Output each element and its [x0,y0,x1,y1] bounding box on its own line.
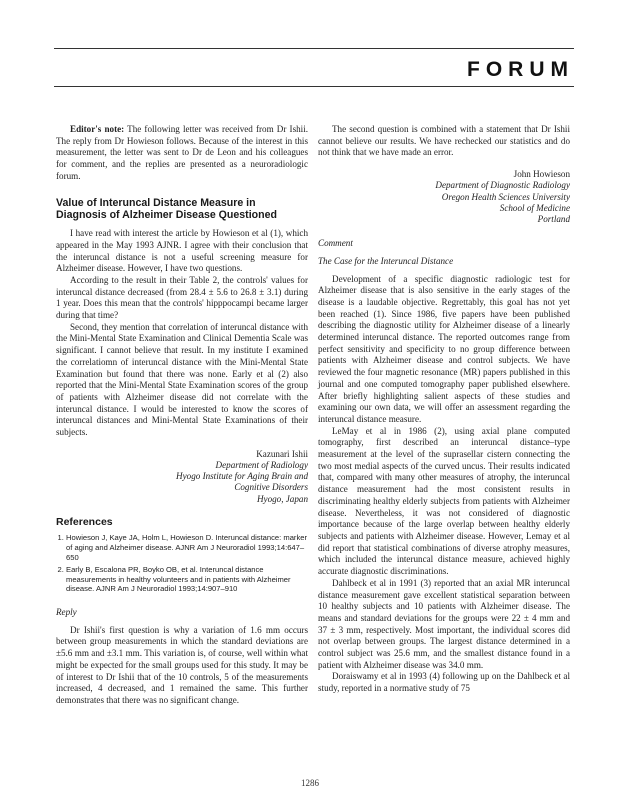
masthead-bottom-rule [54,86,574,87]
article-paragraph: Second, they mention that correlation of interuncal distance with the Mini-Mental State Examination and Clinical Dementia Scale was significant. I cannot believe that result. In my institute I examined the correlatiomn of interuncal distance with the Mini-Mental State Examination but found that there was none. Early et al (2) also reported that the Mini-Mental State Examination scores of the group of patients with Alzheimer disease did not correlate with the interuncal distance. I would be interested to know the scores of interuncal distances and Mini-Mental State Examinations of their subjects. [56,321,308,438]
right-column [318,124,570,695]
reply-paragraph: Dr Ishii's first question is why a variation of 1.6 mm occurs between group measurements in which the standard deviations are ±5.6 mm and ±3.1 mm. This variation is, of course, well within what might be expected for the small groups used for this study. It may be of interest to Dr Ishii that of the 10 controls, 5 of the measurements increased, 4 decreased, and 1 remained the same. This further demonstrates that there was no significant change. [56,624,308,705]
comment-paragraph: Doraiswamy et al in 1993 (4) following up on the Dahlbeck et al study, reported in a normative study of 75 [318,671,570,694]
comment-paragraph: Development of a specific diagnostic radiologic test for Alzheimer disease that is also sensitive in the early stages of the disease is a laudable objective. Regrettably, this goal has not yet been reached (1). Since 1986, five papers have been published describing the diagnostic utility for Alzheimer disease of a linearly determined interuncal distance. The reported outcomes range from perfect sensitivity and specificity to no group difference between patients with Alzheimer disease and control subjects. We have reviewed the four magnetic resonance (MR) papers published in this journal and one computed tomography paper published elsewhere. After briefly highlighting salient aspects of these studies and examining our own data, we will offer an assessment regarding the interuncal distance measure. [318,273,570,424]
article-title: Value of Interuncal Distance Measure in Diagnosis of Alzheimer Disease Questioned [56,196,277,222]
ishii-signature [56,449,308,505]
signature-affiliation: Hyogo, Japan [256,493,308,504]
masthead-top-rule [54,48,574,49]
article-paragraph: I have read with interest the article by Howieson et al (1), which appeared in the May 1993 AJNR. I agree with their conclusion that the interuncal distance is not a useful screening measure for Alzheimer disease. However, I have two questions. [56,228,308,274]
signature-name: John Howieson [513,169,570,180]
article-paragraph: According to the result in their Table 2, the controls' values for interuncal distance decreased (from 28.4 ± 5.6 to 26.8 ± 3.1) during 1 year. Does this mean that the controls' hipppocampi became larger during that time? [56,274,308,321]
editor-note-label: Editor's note: [70,124,125,134]
signature-affiliation: Oregon Health Sciences University [441,191,570,202]
reply-paragraph: The second question is combined with a statement that Dr Ishii cannot believe our results. We have rechecked our statistics and do not think that we have made an error. [318,124,570,158]
signature-affiliation: Hyogo Institute for Aging Brain and [176,471,308,482]
masthead-title: FORUM [467,58,574,81]
comment-subtitle: The Case for the Interuncal Distance [318,255,454,266]
signature-affiliation: Portland [537,213,570,224]
left-column [56,124,308,707]
signature-affiliation: School of Medicine [499,202,570,213]
reply-label: Reply [56,607,77,618]
page-number: 1286 [301,778,319,788]
comment-paragraph: Dahlbeck et al in 1991 (3) reported that an axial MR interuncal distance measurement gave excellent statistical separation between 10 healthy subjects and 10 patients with Alzheimer disease. The means and standard deviations for the groups were 22 ± 4 mm and 37 ± 3 mm, respectively. Most important, the individual scores did not overlap between groups. The largest distance determined in a control subject was 25.6 mm, and the smallest distance found in a patient with Alzheimer disease was 34.0 mm. [318,577,570,670]
references-list [56,533,308,594]
references-heading: References [56,515,113,528]
comment-label: Comment [318,238,353,249]
editor-note-text: The following letter was received from Dr Ishii. The reply from Dr Howieson follows. Because of the interest in this measurement, the letter was sent to Dr de Leon and his colleagues for comment, and the replies are presented as a neuroradiologic forum. [56,124,308,181]
howieson-signature [318,169,570,225]
comment-paragraph: LeMay et al in 1986 (2), using axial plane computed tomography, first described an interuncal distance–type measurement at the level of the suprasellar cistern connecting the two most medial aspects of the curved uncus. Their results indicated that, compared with many other measures of atrophy, the interuncal distance measurement had the most consistent results in discriminating healthy elderly subjects from patients with Alzheimer disease. Nevertheless, it was not considered of diagnostic importance because of the large overlap between healthy elderly subjects and patients with Alzheimer disease. However, Lemay et al did report that statistical combinations of diverse atrophy measures, which included the interuncal distance measure, achieved highly accurate diagnostic discriminations. [318,425,570,577]
editor-note [56,124,308,183]
signature-affiliation: Department of Radiology [215,459,308,470]
reference-item: 2. Early B, Escalona PR, Boyko OB, et al. Interuncal distance measurements in healthy volunteers and in patients with Alzheimer disease. AJNR Am J Neuroradiol 1993;14:907–910 [66,565,308,594]
reference-item: 1. Howieson J, Kaye JA, Holm L, Howieson D. Interuncal distance: marker of aging and Alzheimer disease. AJNR Am J Neuroradiol 1993;14:647–650 [66,533,308,562]
signature-affiliation: Department of Diagnostic Radiology [435,180,570,191]
signature-affiliation: Cognitive Disorders [234,482,308,493]
signature-name: Kazunari Ishii [256,448,308,459]
